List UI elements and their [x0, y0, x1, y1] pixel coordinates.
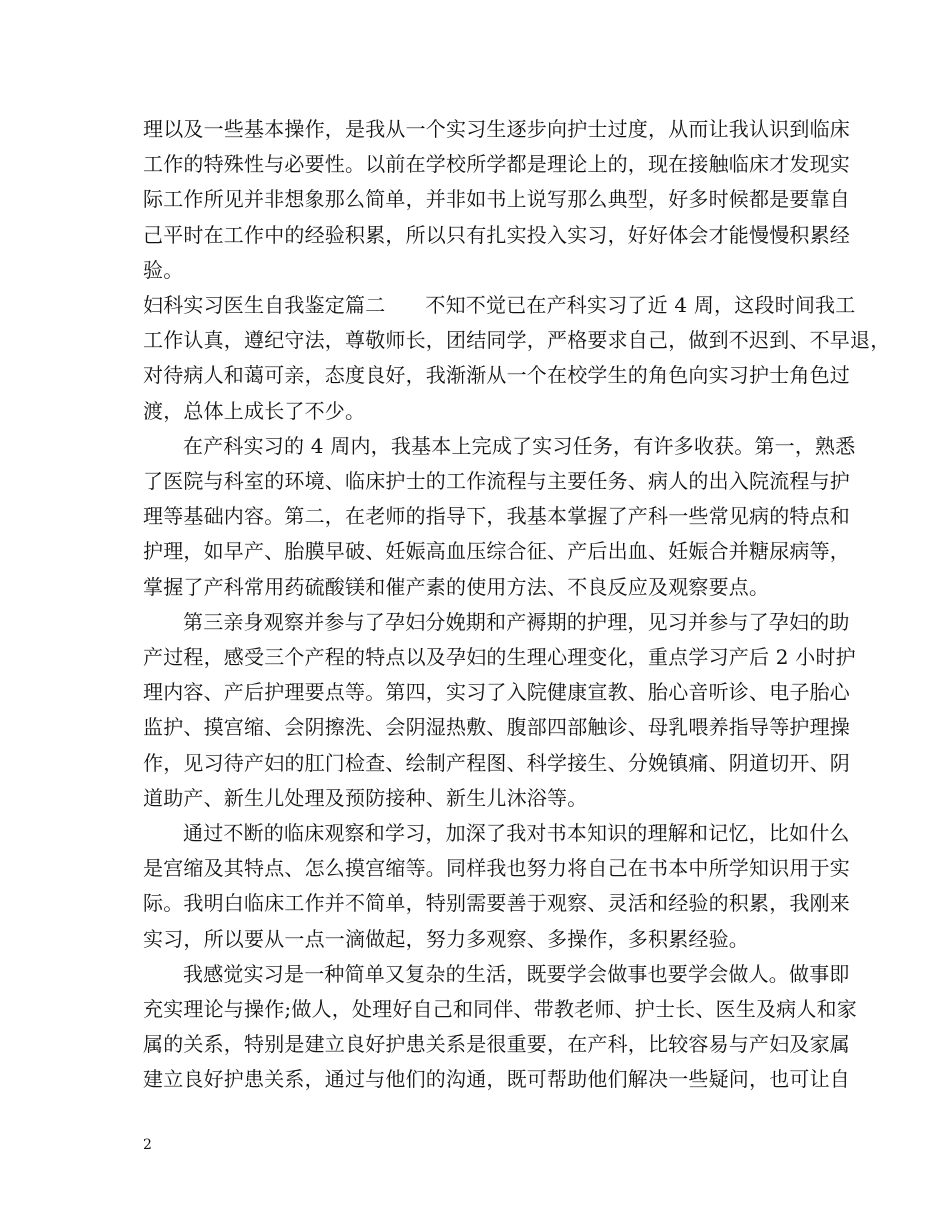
text-line: 理以及一些基本操作，是我从一个实习生逐步向护士过度，从而让我认识到临床 — [143, 117, 850, 141]
section-intro-text: 不知不觉已在产科实习了近 4 周，这段时间我工 — [425, 293, 856, 318]
text-line: 际。我明白临床工作并不简单，特别需要善于观察、灵活和经验的积累，我刚来 — [143, 891, 850, 916]
text-line: 是宫缩及其特点、怎么摸宫缩等。同样我也努力将自己在书本中所学知识用于实 — [143, 856, 850, 881]
section-heading: 妇科实习医生自我鉴定篇二 — [143, 293, 386, 318]
paragraph-first-line: 通过不断的临床观察和学习，加深了我对书本知识的理解和记忆，比如什么 — [183, 821, 850, 846]
text-line: 产过程，感受三个产程的特点以及孕妇的生理心理变化，重点学习产后 2 小时护 — [143, 645, 856, 670]
text-line: 渡，总体上成长了不少。 — [143, 398, 366, 423]
text-line: 监护、摸宫缩、会阴擦洗、会阴湿热敷、腹部四部触诊、母乳喂养指导等护理操 — [143, 715, 850, 740]
section-heading-line — [143, 288, 856, 323]
text-line: 掌握了产科常用药硫酸镁和催产素的使用方法、不良反应及观察要点。 — [143, 574, 770, 599]
text-line: 理内容、产后护理要点等。第四，实习了入院健康宣教、胎心音听诊、电子胎心 — [143, 680, 850, 705]
text-line: 际工作所见并非想象那么简单，并非如书上说写那么典型，好多时候都是要靠自 — [143, 187, 850, 212]
page-number: 2 — [143, 1137, 152, 1153]
paragraph-first-line: 我感觉实习是一种简单又复杂的生活，既要学会做事也要学会做人。做事即 — [183, 961, 850, 986]
text-line: 道助产、新生儿处理及预防接种、新生儿沐浴等。 — [143, 785, 588, 810]
text-line: 作，见习待产妇的肛门检查、绘制产程图、科学接生、分娩镇痛、阴道切开、阴 — [143, 750, 850, 775]
text-line: 建立良好护患关系，通过与他们的沟通，既可帮助他们解决一些疑问，也可让自 — [143, 1067, 850, 1092]
text-line: 护理，如早产、胎膜早破、妊娠高血压综合征、产后出血、妊娠合并糖尿病等， — [143, 539, 850, 564]
text-line: 充实理论与操作;做人，处理好自己和同伴、带教老师、护士长、医生及病人和家 — [143, 997, 857, 1022]
text-line: 己平时在工作中的经验积累，所以只有扎实投入实习，好好体会才能慢慢积累经 — [143, 222, 850, 247]
text-line: 实习，所以要从一点一滴做起，努力多观察、多操作，多积累经验。 — [143, 926, 749, 951]
text-line: 对待病人和蔼可亲，态度良好，我渐渐从一个在校学生的角色向实习护士角色过 — [143, 363, 850, 388]
text-line: 属的关系，特别是建立良好护患关系是很重要，在产科，比较容易与产妇及家属 — [143, 1032, 850, 1057]
paragraph-first-line: 第三亲身观察并参与了孕妇分娩期和产褥期的护理，见习并参与了孕妇的助 — [183, 609, 850, 634]
text-line: 了医院与科室的环境、临床护士的工作流程与主要任务、病人的出入院流程与护 — [143, 469, 850, 494]
text-line: 工作认真，遵纪守法，尊敬师长，团结同学，严格要求自己，做到不迟到、不早退， — [143, 328, 891, 353]
text-line: 验。 — [143, 257, 184, 282]
text-line: 理等基础内容。第二，在老师的指导下，我基本掌握了产科一些常见病的特点和 — [143, 504, 850, 529]
text-line: 工作的特殊性与必要性。以前在学校所学都是理论上的，现在接触临床才发现实 — [143, 152, 850, 177]
paragraph-first-line: 在产科实习的 4 周内，我基本上完成了实习任务，有许多收获。第一，熟悉 — [183, 433, 856, 458]
document-body — [143, 112, 891, 1098]
